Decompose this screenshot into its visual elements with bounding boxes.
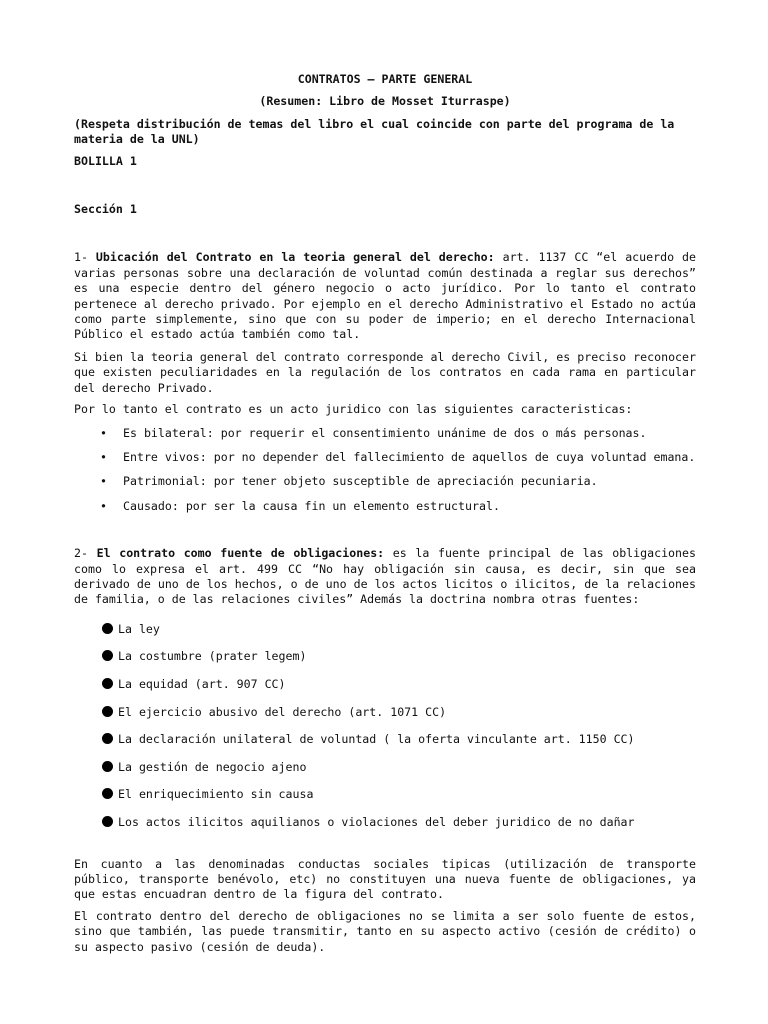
characteristics-list — [74, 426, 696, 515]
bullet-icon — [102, 623, 113, 634]
list-item — [74, 426, 696, 441]
section-1-paragraph — [74, 250, 696, 342]
bullet-icon — [102, 678, 113, 689]
section-1-text: art. 1137 CC “el acuerdo de varias personas sobre una declaración de voluntad común destinada a reglar sus derechos” es una especie dentro del género negocio o acto jurídico. Por lo tanto el contrato pertenece al derecho privado. Por ejemplo en el derecho Administrativo el Estado no actúa como parte simplemente, sino que con su poder de imperio; en el derecho Internacional Público el estado actúa también como tal. — [74, 250, 696, 342]
bullet-icon — [102, 706, 113, 717]
list-item — [74, 705, 696, 733]
list-item-text: Los actos ilicitos aquilianos o violaciones del deber juridico de no dañar — [118, 814, 635, 829]
bullet-icon: • — [100, 425, 107, 440]
section-2-heading: El contrato como fuente de obligaciones: — [96, 546, 385, 561]
bullet-icon: • — [100, 498, 107, 513]
bullet-icon — [102, 733, 113, 744]
section-2-paragraph-2: En cuanto a las denominadas conductas sociales tipicas (utilización de transporte público, transporte benévolo, etc) no constituyen una nueva fuente de obligaciones, ya que estas encuadran dentro de la figura del contrato. — [74, 856, 696, 902]
sources-list — [74, 622, 696, 843]
list-item — [74, 499, 696, 514]
list-item-text: El ejercicio abusivo del derecho (art. 1071 CC) — [118, 704, 447, 719]
bullet-icon — [102, 650, 113, 661]
section-2-paragraph — [74, 546, 696, 608]
list-item-text: La declaración unilateral de voluntad ( la oferta vinculante art. 1150 CC) — [118, 732, 635, 747]
list-item-text: La ley — [118, 621, 160, 636]
list-item-text: La equidad (art. 907 CC) — [118, 676, 286, 691]
bullet-icon: • — [100, 449, 107, 464]
list-item-text: Patrimonial: por tener objeto susceptible de apreciación pecuniaria. — [123, 474, 598, 489]
list-item-text: Es bilateral: por requerir el consentimiento unánime de dos o más personas. — [123, 425, 647, 440]
list-item — [74, 450, 696, 465]
section-2-paragraph-3: El contrato dentro del derecho de obligaciones no se limita a ser solo fuente de estos, sino que también, las puede transmitir, tanto en su aspecto activo (cesión de crédito) o su aspecto pasivo (cesión de deuda). — [74, 908, 696, 954]
document-note: (Respeta distribución de temas del libro el cual coincide con parte del programa de la materia de la UNL) — [74, 116, 675, 147]
section-heading: Sección 1 — [74, 202, 137, 217]
list-item — [74, 815, 696, 843]
document-subtitle: (Resumen: Libro de Mosset Iturraspe) — [259, 94, 511, 109]
bullet-icon: • — [100, 474, 107, 489]
list-item — [74, 760, 696, 788]
list-item — [74, 622, 696, 650]
list-item — [74, 474, 696, 489]
document-page — [74, 72, 696, 955]
list-item-text: La gestión de negocio ajeno — [118, 759, 307, 774]
bullet-icon — [102, 761, 113, 772]
section-2-number: 2- — [74, 546, 97, 561]
list-item — [74, 649, 696, 677]
section-1-heading: Ubicación del Contrato en la teoria general del derecho: — [95, 250, 495, 265]
section-2-text: es la fuente principal de las obligaciones como lo expresa el art. 499 CC “No hay obligación sin causa, es decir, sin que sea derivado de uno de los hechos, o de uno de los actos licitos o ilicitos, de la relaciones de familia, o de las relaciones civiles” Además la doctrina nombra otras fuentes: — [74, 546, 696, 607]
list-item — [74, 732, 696, 760]
list-item-text: El enriquecimiento sin causa — [118, 787, 314, 802]
bullet-icon — [102, 788, 113, 799]
list-item-text: Causado: por ser la causa fin un elemento estructural. — [123, 498, 500, 513]
section-1-paragraph-3: Por lo tanto el contrato es un acto juridico con las siguientes caracteristicas: — [74, 402, 633, 417]
bolilla-heading: BOLILLA 1 — [74, 153, 137, 168]
document-title: CONTRATOS – PARTE GENERAL — [297, 72, 473, 86]
list-item-text: Entre vivos: por no depender del fallecimiento de aquellos de cuya voluntad emana. — [123, 449, 696, 464]
list-item — [74, 787, 696, 815]
section-1-paragraph-2: Si bien la teoria general del contrato corresponde al derecho Civil, es preciso reconocer que existen peculiaridades en la regulación de los contratos en cada rama en particular del derecho Privado. — [74, 349, 696, 395]
list-item-text: La costumbre (prater legem) — [118, 649, 307, 664]
bullet-icon — [102, 816, 113, 827]
list-item — [74, 677, 696, 705]
section-1-number: 1- — [74, 250, 96, 265]
